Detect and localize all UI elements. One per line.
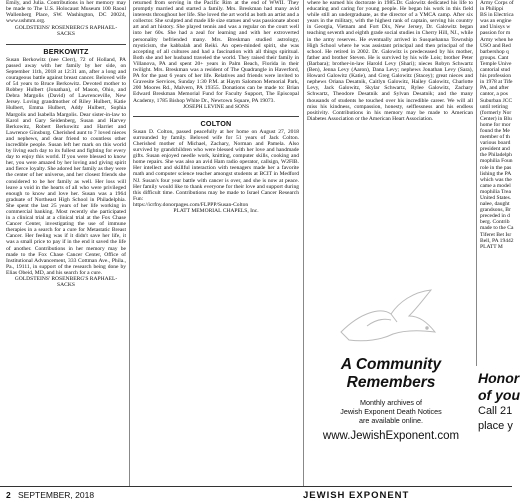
- page-number: 2: [6, 490, 11, 500]
- column-2: [133, 0, 299, 484]
- obituary-text: Susan Berkowitz (nee Clerr), 72 of Holland, PA passed away with her family by her side, on September 11th, 2018 at 12:31 am, after a long and courageous battle against breast cancer. Beloved wife of 54 years to Bruce Berkowitz. Devoted mother to Robbey Hulbert (Jonathan), of Mason, Ohio, and Debra Margolis (David) of Lawrenceville, New Jersey. Loving grandmother of Riley Hulbert, Katie Hulbert, Emma Hulbert, Addy Hulbert, Sophia Margolis and Isabella Margolis. Dear sister-in-law to Karol and Gary Seidenberg, Susan and Harvey Berkowitz, Robert Berkowitz and Harriet and Lawrence Ginsburg. Cherished aunt to 7 loved nieces and nephews, and dear friend to countless other incredible people. Susan left her mark on this world by living each day to its fullest and fighting for every day to enjoy this world. If you were blessed to know her, you were amazed by her loving and giving spirit and fierce loyalty. She adored her family as they were the center of her universe, and her closest friends she considered to be her family as well. Her loss will leave a void in the hearts of all who were privileged enough to know and love her. Susan was a 1964 graduate of Northeast High School in Philadelphia. She spent the last 25 years of her life working in commercial banking. Most recently she participated in a clinical trial at a clinical trial at the Fox Chase Cancer Center, investigating the use of immune therapies in a search for a cure for Metastatic Breast Cancer. Her feeling was if it didn't save her life, it was a small price to pay if in the end it saved the life of another. Contributions in her memory may be made to the Fox Chase Cancer Center, Office of Institutional Advancement, 333 Cottman Ave., Phila., Pa., 19111, in support of the research being done by Elias Obeid, MD, and his search for a cure.: [6, 56, 126, 276]
- text-line: mophilia Foun: [480, 158, 513, 165]
- text-line: preceded in d: [480, 213, 510, 220]
- obituary-text: Susan D. Colton, passed peacefully at her home on August 27, 2018 surrounded by family. Beloved wife for 51 years of Jack Colton. Cherished mother of Michael, Zachary, Norman and Pamela. Also survived by grandchildren who were blessed with her love and handmade gifts. Susan enjoyed needle work, knitting, computer skills, cooking and home repairs. She was also an avid Ham radio operator, callsign, W2FIB. Her intellect and skillful interaction with teenagers made her a favorite math and computer science teacher amongst students at BCIT in Medford NJ. Susan's four year battle with cancer is over, and she is now at peace. Her family would like to thank everyone for their love and support during this difficult time. Contributions may be made to Israel Cancer Research Fun:: [133, 128, 299, 202]
- column-rule: [129, 0, 130, 486]
- text-line: came a model: [480, 182, 511, 189]
- funeral-home-signature: JOSEPH LEVINE and SONS: [182, 103, 250, 110]
- text-line: groups. Cant: [480, 54, 509, 61]
- text-line: USO and Red: [480, 42, 511, 49]
- text-line: Temple Unive: [480, 60, 512, 67]
- text-line: which was the: [480, 176, 512, 183]
- text-line: Army when he: [480, 36, 513, 43]
- obituary-text: where he earned his doctorate in 1985.Dr. Galowitz dedicated his life to educating and caring for young people. He began his work in this field while still an undergraduate, as the director of a YMCA camp. After six years in the military, with the highest rank of captain, serving his country in Georgia, Vietnam and Fort Dix, New Jersey, Dr. Galowitz began teaching seventh and eighth grade social studies in Cherry Hill, NJ., while in the army reserves. He eventually arrived in Susquehanna Township High School where he was assistant principal and then principal of the school. He retired in 2002. Dr. Galowitz is predeceased by his mother, father and brother Steven. He is survived by his wife Lois; brother Peter (Barbara); brother-in-law Harold Levy (Shari); nieces Robyn Schwartz (Ben), Jenna Levy (Aaron), Dana Levy; nephews Jonathan Levy (Sara), Howard Galowitz (Katie), and Greg Galowitz (Stacey); great nieces and nephews Oriana Desatnik, Caitlyn Galowitz, Hailey Galowitz, Charlotte Levy, Jack Galowitz, Skylar Schwartz, Rylee Galowitz, Zachary Schwartz, Theodore Desatnik and Sylvan Desatnik; and the many thousands of students he touched over his incredible career. We will all miss his kindness, compassion, honesty, selflessness and his endless positivity. Contributions in his memory may be made to American Diabetes Association or the American Heart Association.: [307, 0, 473, 122]
- text-line: in Philippi: [480, 6, 504, 13]
- text-line: home for mor: [480, 121, 511, 128]
- donation-link[interactable]: https://icrfny.donorpages.com/FLPPP/Susan-Colton: [133, 201, 249, 208]
- text-line: cantor, a pos: [480, 91, 508, 98]
- obituary-text: returned from serving in the Pacific Rim at the end of WWII. They promptly married and started a family. Mrs. Breskman had many avid interests throughout her life. She loved the art world as both an artist and a collector. She sculpted and made life size statues and was passionate about art and art history. She played tennis and was a regular on the court well into her 60s. She had a zeal for learning and with her extroverted personality befriended many. Mrs. Breskman studied astrology, mysticism, the kabbalah and Reiki. An open-minded spirit, she was accepting of all cultures and had a fascination with all things spiritual. Both she and her husband traveled the world. They raised their family in Villanova, PA and spent 20+ years in Palm Beach, Florida in their twilight. Mrs. Breskman was a resident of The Quadrangle in Haverford, PA for the past 6 years of her life. Relatives and friends were invited to Gravesite Services, Sunday 1:30 P.M. at Haym Salomon Memorial Park, 200 Moores Rd., Malvern, PA 19355. Donations can be made to: Brian Edward Breskman Memorial Fund for Faculty Support, The Episcopal Academy, 1785 Bishop White Dr., Newtown Square, PA 19073.: [133, 0, 299, 104]
- text-line: role in the pas: [480, 164, 512, 171]
- text-line: various board: [480, 140, 511, 147]
- separator: [133, 116, 299, 117]
- text-line: PA, and after: [480, 85, 509, 92]
- ad-body: Jewish Exponent Death Notices: [340, 407, 442, 416]
- text-line: United States.: [480, 195, 512, 201]
- text-line: made to the Ca: [480, 225, 514, 232]
- funeral-home-signature: GOLDSTEINS' ROSENBERG'S RAPHAEL-SACKS: [14, 25, 118, 38]
- text-line: Tiferet Bet Isr: [480, 231, 512, 238]
- text-line: was an engine: [480, 18, 512, 25]
- dove-icon: [331, 282, 451, 352]
- text-line: barbershop q: [480, 48, 509, 55]
- text-line: his profession: [480, 73, 511, 80]
- column-4: [480, 0, 520, 366]
- text-line: member of th: [480, 134, 510, 141]
- text-line: president and: [480, 146, 510, 153]
- ad-body: are available online.: [359, 416, 423, 425]
- obituary-text-fragment: [480, 0, 520, 250]
- community-ad[interactable]: [308, 280, 474, 472]
- text-line: the Philadelph: [480, 152, 512, 159]
- text-line: nalee, daught: [480, 201, 510, 208]
- text-line: Suburban JCC: [480, 97, 513, 104]
- publication-name: JEWISH EXPONENT: [303, 490, 410, 501]
- ad-url-link[interactable]: www.JewishExponent.com: [322, 430, 460, 442]
- text-line: Center) in Blu: [480, 115, 512, 122]
- text-line: cantorial stud: [480, 67, 511, 74]
- text-line: berg. Contrib: [480, 219, 510, 226]
- text-line: and Unisys w: [480, 24, 511, 31]
- text-line: in 1978 at Tife: [480, 79, 513, 86]
- ad-title: A Community: [340, 356, 442, 373]
- text-line: (formerly Nor: [480, 109, 512, 116]
- funeral-home-signature: GOLDSTEINS' ROSENBERG'S RAPHAEL-SACKS: [14, 276, 118, 289]
- honor-ad-title: of you: [478, 387, 520, 403]
- honor-ad[interactable]: [478, 370, 518, 434]
- text-line: mophilia Trea: [480, 188, 511, 195]
- issue-date: SEPTEMBER, 2018: [18, 490, 95, 500]
- footer-rule: [0, 486, 512, 487]
- text-line: until retiring: [480, 103, 508, 110]
- text-line: BS in Electrica: [480, 12, 514, 19]
- honor-ad-text: Call 21: [478, 405, 513, 417]
- text-line: Bell, PA 19442: [480, 237, 514, 244]
- ad-body: Monthly archives of: [360, 398, 422, 407]
- column-1: [6, 0, 126, 484]
- column-rule: [476, 0, 477, 366]
- funeral-home-signature: PLATT MEMORIAL CHAPELS, Inc.: [173, 208, 259, 214]
- text-line: Army Corps of: [480, 0, 514, 6]
- obituary-name-heading: COLTON: [200, 118, 232, 128]
- ad-title: Remembers: [346, 374, 436, 391]
- text-line: grandsons, Br: [480, 207, 511, 214]
- honor-ad-title: Honor: [478, 370, 520, 386]
- honor-ad-text: place y: [478, 420, 513, 432]
- text-line: found the Me: [480, 127, 510, 134]
- obituary-text: Emily, and Julia. Contributions in her memory may be made to The U.S. Holocaust Museum 100 Raoul Wallenberg Place, SW. Washington, DC 20024, www.ushmm.org.: [6, 0, 126, 25]
- column-3: [307, 0, 473, 276]
- text-line: lishing the PA: [480, 170, 512, 177]
- column-rule: [303, 0, 304, 486]
- obituary-name-heading: BERKOWITZ: [43, 46, 89, 56]
- text-line: passion for m: [480, 30, 511, 37]
- separator: [6, 44, 126, 45]
- text-line: PLATT M: [480, 243, 503, 250]
